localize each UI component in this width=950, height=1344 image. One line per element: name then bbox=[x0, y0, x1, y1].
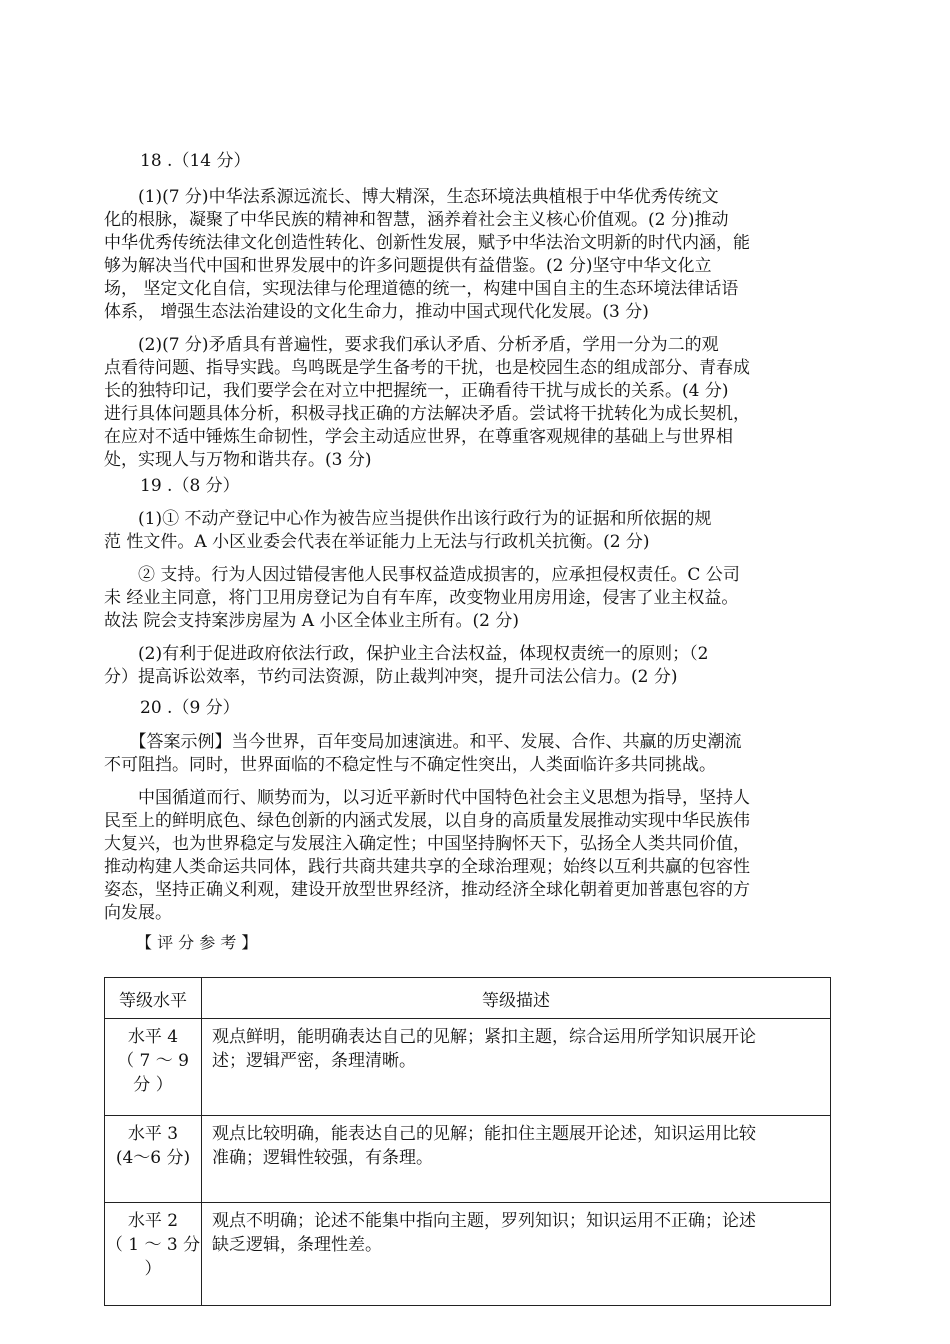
level-range: （ 1 ～ 3 分 bbox=[105, 1235, 201, 1255]
level-range-suffix: 分 ） bbox=[133, 1075, 173, 1095]
q18-p2-line: 在应对不适中锤炼生命韧性，学会主动适应世界，在尊重客观规律的基础上与世界相 bbox=[104, 427, 733, 447]
q20-p1-line: 【答案示例】当今世界，百年变局加速演进。和平、发展、合作、共赢的历史潮流 bbox=[104, 732, 742, 752]
q18-p2-line: 处，实现人与万物和谐共存。(3 分) bbox=[104, 450, 372, 470]
level-name: 水平 2 bbox=[127, 1211, 179, 1231]
description-line: 观点鲜明，能明确表达自己的见解；紧扣主题，综合运用所学知识展开论 bbox=[212, 1027, 756, 1047]
description-line: 准确；逻辑性较强，有条理。 bbox=[212, 1148, 433, 1168]
q19-heading: 19 .（8 分） bbox=[140, 476, 240, 496]
scoring-reference-label: 【 评 分 参 考 】 bbox=[136, 933, 258, 952]
q19-p1-line: (1)① 不动产登记中心作为被告应当提供作出该行政行为的证据和所依据的规 bbox=[104, 509, 712, 529]
level-cell bbox=[105, 1019, 202, 1116]
level-range-suffix: ） bbox=[144, 1259, 162, 1279]
level-cell bbox=[105, 1203, 202, 1306]
q18-p1-line: 中华优秀传统法律文化创造性转化、创新性发展，赋予中华法治文明新的时代内涵，能 bbox=[104, 233, 750, 253]
q20-p2-line: 大复兴，也为世界稳定与发展注入确定性；中国坚持胸怀天下，弘扬全人类共同价值， bbox=[104, 834, 750, 854]
grading-table bbox=[104, 977, 831, 1306]
description-cell bbox=[202, 1019, 831, 1116]
q18-p1-line: 体系， 增强生态法治建设的文化生命力，推动中国式现代化发展。(3 分) bbox=[104, 302, 649, 322]
q20-p2-line: 民至上的鲜明底色、绿色创新的内涵式发展，以自身的高质量发展推动实现中华民族伟 bbox=[104, 811, 750, 831]
q18-p1-line: 场， 坚定文化自信，实现法律与伦理道德的统一，构建中国自主的生态环境法律话语 bbox=[104, 279, 739, 299]
description-line: 述；逻辑严密，条理清晰。 bbox=[212, 1051, 416, 1071]
table-row bbox=[105, 1019, 831, 1116]
q19-p2-line: 未 经业主同意，将门卫用房登记为自有车库，改变物业用房用途，侵害了业主权益。 bbox=[104, 588, 739, 608]
header-level: 等级水平 bbox=[105, 978, 202, 1019]
description-line: 观点不明确；论述不能集中指向主题，罗列知识；知识运用不正确；论述 bbox=[212, 1211, 756, 1231]
q20-p2-line: 推动构建人类命运共同体，践行共商共建共享的全球治理观；始终以互利共赢的包容性 bbox=[104, 857, 750, 877]
q18-p1-line: (1)(7 分)中华法系源远流长、博大精深，生态环境法典植根于中华优秀传统文 bbox=[104, 187, 719, 207]
description-cell bbox=[202, 1203, 831, 1306]
q19-p3-line: (2)有利于促进政府依法行政，保护业主合法权益，体现权责统一的原则；（2 bbox=[104, 644, 709, 664]
q18-p1-line: 化的根脉，凝聚了中华民族的精神和智慧，涵养着社会主义核心价值观。(2 分)推动 bbox=[104, 210, 729, 230]
q20-p1-line: 不可阻挡。同时，世界面临的不稳定性与不确定性突出，人类面临许多共同挑战。 bbox=[104, 755, 716, 775]
table-header-row bbox=[105, 978, 831, 1019]
q18-p2-line: 长的独特印记，我们要学会在对立中把握统一，正确看待干扰与成长的关系。(4 分) bbox=[104, 381, 729, 401]
q18-p2-line: (2)(7 分)矛盾具有普遍性，要求我们承认矛盾、分析矛盾，学用一分为二的观 bbox=[104, 335, 719, 355]
q20-p2-line: 向发展。 bbox=[104, 903, 172, 923]
q19-p1-line: 范 性文件。A 小区业委会代表在举证能力上无法与行政机关抗衡。(2 分) bbox=[104, 532, 650, 552]
table-row bbox=[105, 1116, 831, 1203]
description-line: 观点比较明确，能表达自己的见解；能扣住主题展开论述，知识运用比较 bbox=[212, 1124, 756, 1144]
q18-p2-line: 进行具体问题具体分析，积极寻找正确的方法解决矛盾。尝试将干扰转化为成长契机， bbox=[104, 404, 750, 424]
q20-p2-line: 姿态，坚持正确义利观，建设开放型世界经济，推动经济全球化朝着更加普惠包容的方 bbox=[104, 880, 750, 900]
q19-p2-line: 故法 院会支持案涉房屋为 A 小区全体业主所有。(2 分) bbox=[104, 611, 519, 631]
level-range: (4～6 分) bbox=[115, 1148, 191, 1168]
table-row bbox=[105, 1203, 831, 1306]
q19-p2-line: ② 支持。行为人因过错侵害他人民事权益造成损害的，应承担侵权责任。C 公司 bbox=[104, 565, 740, 585]
level-name: 水平 4 bbox=[127, 1027, 179, 1047]
q18-p2-line: 点看待问题、指导实践。鸟鸣既是学生备考的干扰，也是校园生态的组成部分、青春成 bbox=[104, 358, 750, 378]
level-name: 水平 3 bbox=[127, 1124, 179, 1144]
description-line: 缺乏逻辑，条理性差。 bbox=[212, 1235, 382, 1255]
header-description: 等级描述 bbox=[202, 978, 831, 1019]
description-cell bbox=[202, 1116, 831, 1203]
q19-p3-line: 分）提高诉讼效率，节约司法资源，防止裁判冲突，提升司法公信力。(2 分) bbox=[104, 667, 678, 687]
level-cell bbox=[105, 1116, 202, 1203]
level-range: （ 7 ～ 9 bbox=[117, 1051, 189, 1071]
q20-p2-line: 中国循道而行、顺势而为，以习近平新时代中国特色社会主义思想为指导，坚持人 bbox=[104, 788, 750, 808]
q18-p1-line: 够为解决当代中国和世界发展中的许多问题提供有益借鉴。(2 分)坚守中华文化立 bbox=[104, 256, 712, 276]
q18-heading: 18 .（14 分） bbox=[140, 151, 251, 171]
q20-heading: 20 .（9 分） bbox=[140, 698, 240, 718]
